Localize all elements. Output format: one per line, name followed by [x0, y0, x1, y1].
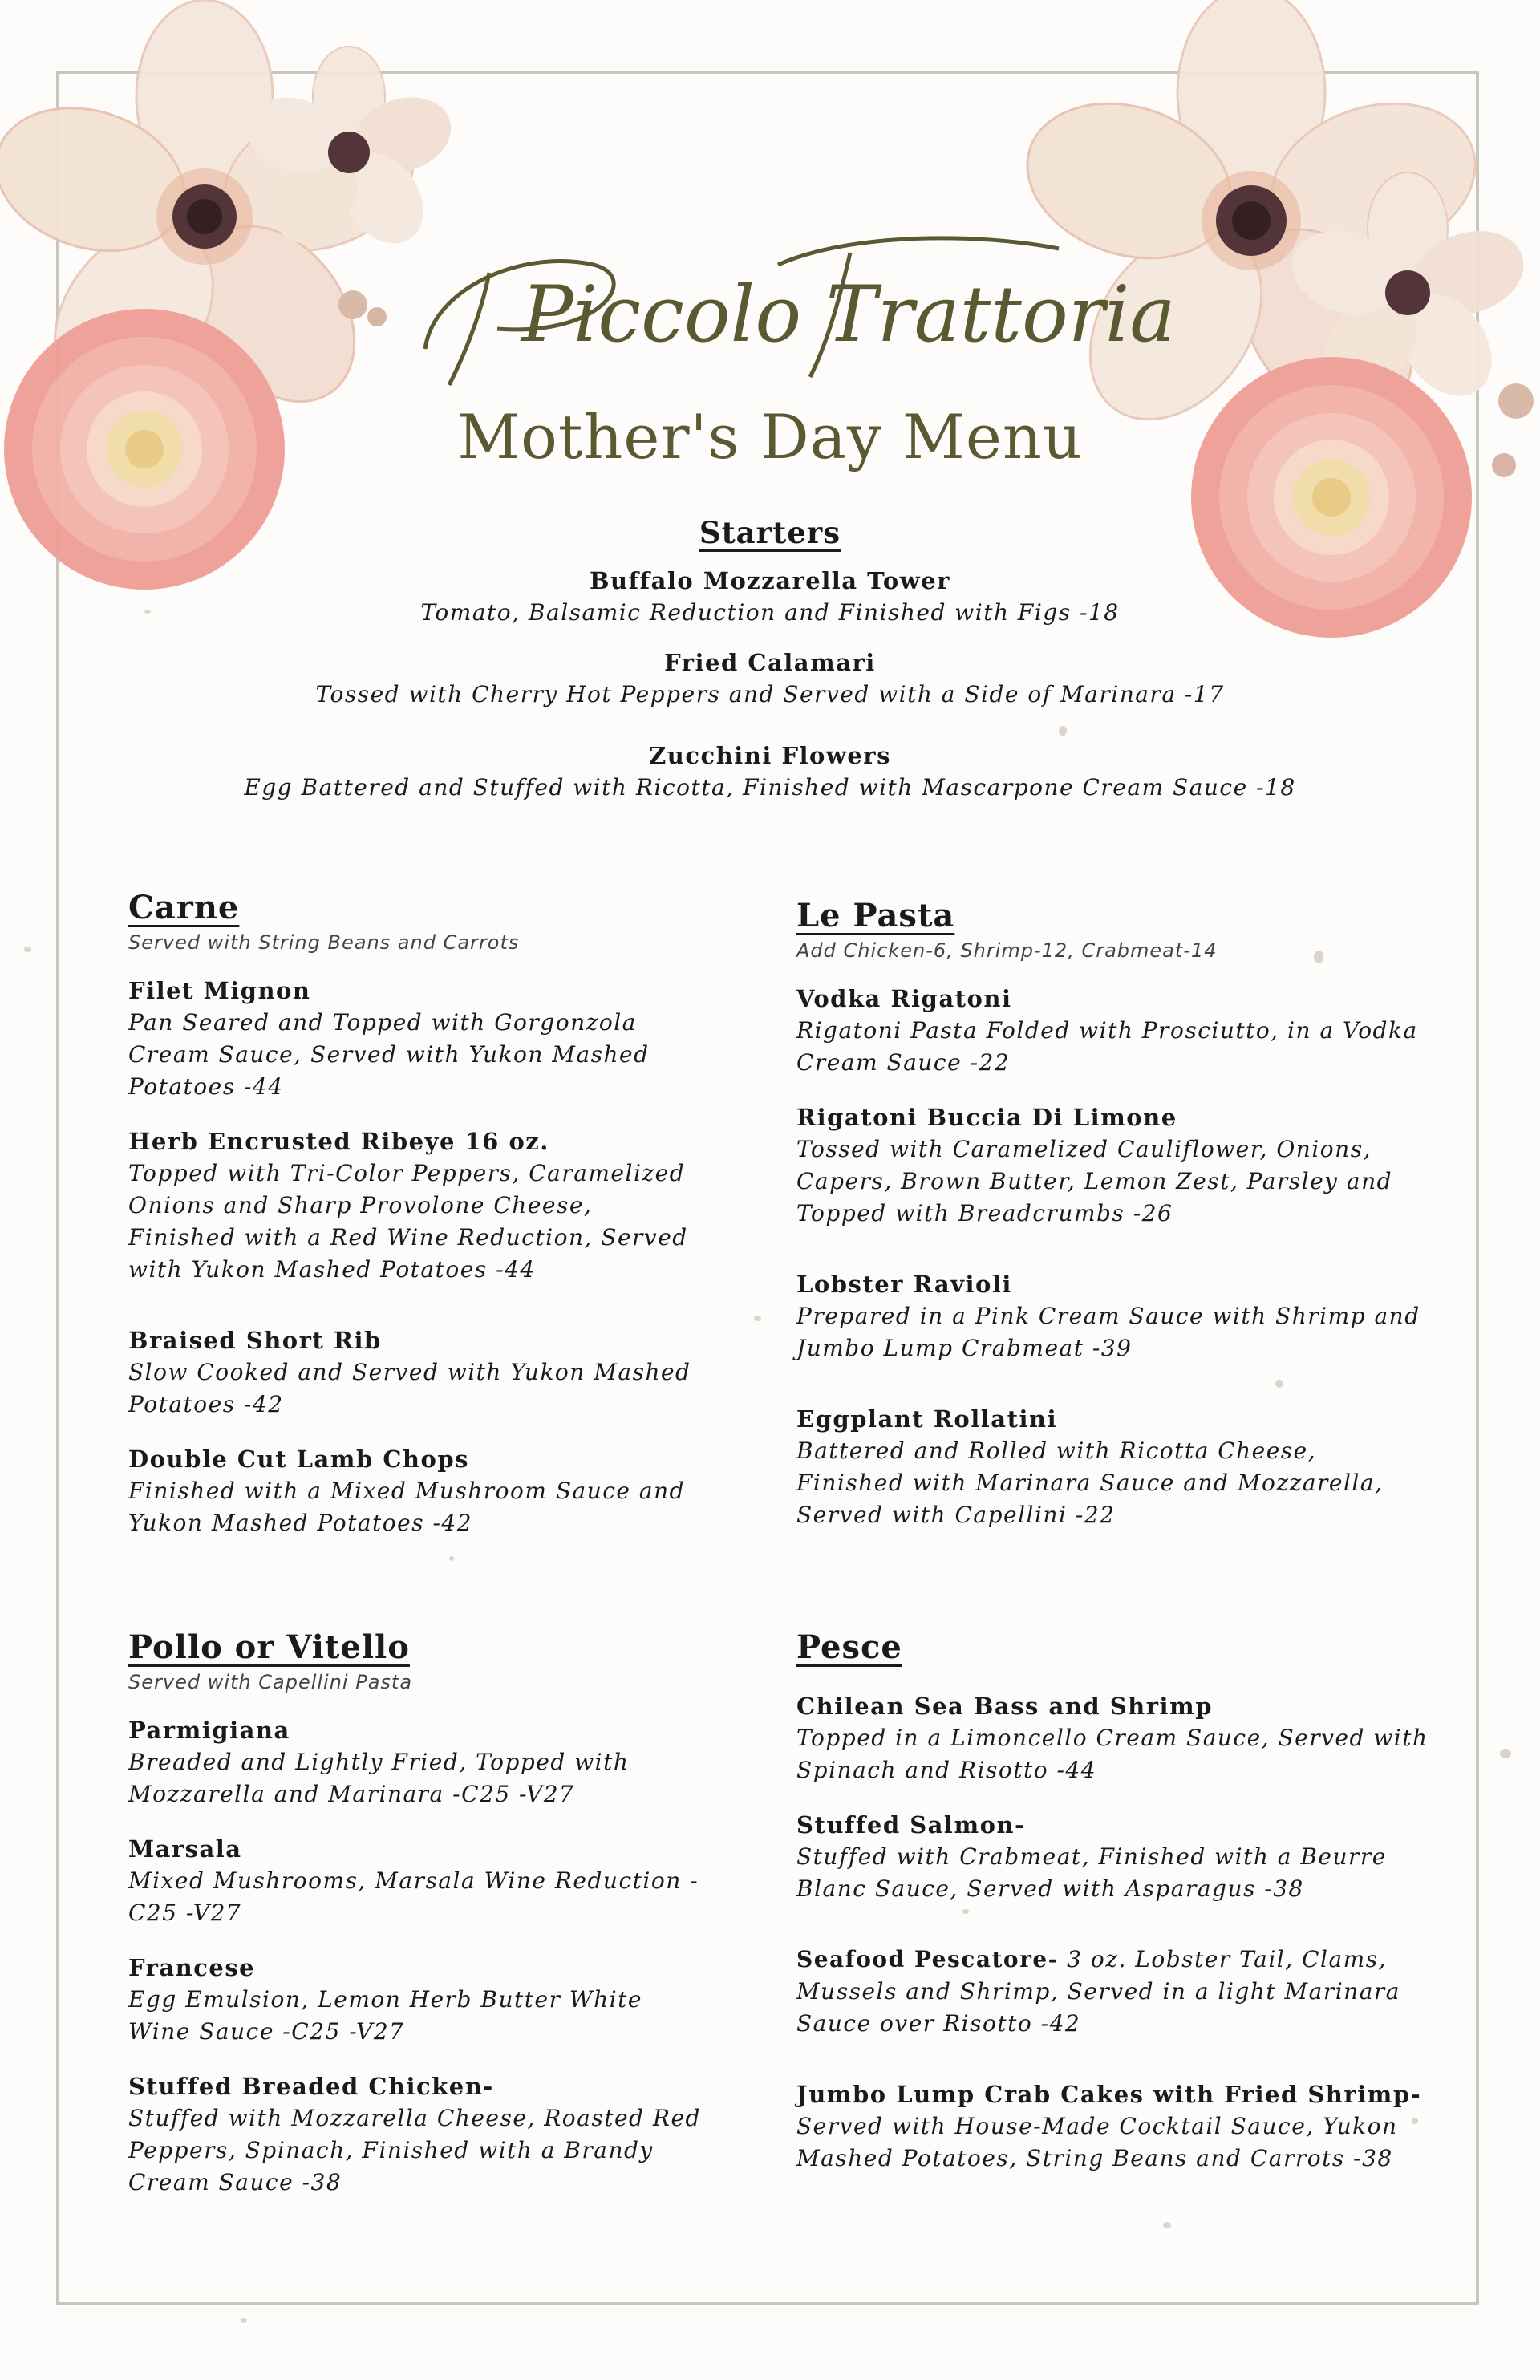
menu-item	[128, 1952, 706, 2048]
menu-item	[128, 1833, 706, 1929]
menu-item	[796, 1268, 1422, 1364]
restaurant-logo	[401, 217, 1176, 385]
item-name: Filet Mignon	[128, 977, 311, 1004]
carne-note: Served with String Beans and Carrots	[128, 931, 520, 954]
item-name: Francese	[128, 1954, 256, 1981]
item-name: Eggplant Rollatini	[796, 1405, 1058, 1433]
item-line	[796, 1944, 1430, 2040]
item-description: Topped in a Limoncello Cream Sauce, Served with Spinach and Risotto -44	[796, 1725, 1429, 1783]
item-name: Seafood Pescatore-	[796, 1946, 1059, 1973]
item-name: Braised Short Rib	[128, 1327, 382, 1354]
starters-heading: Starters	[699, 515, 841, 550]
starters-section	[0, 515, 1540, 821]
item-name: Lobster Ravioli	[796, 1271, 1012, 1298]
item-description: Topped with Tri-Color Peppers, Caramelized Onions and Sharp Provolone Cheese, Finished with a Red Wine Reduction, Served with Yukon Mashed Potatoes -44	[128, 1160, 688, 1283]
menu-item	[796, 2078, 1430, 2175]
page-title: Mother's Day Menu	[457, 401, 1083, 472]
item-name: Marsala	[128, 1835, 242, 1863]
item-name: Double Cut Lamb Chops	[128, 1445, 469, 1473]
item-description: Egg Emulsion, Lemon Herb Butter White Wine Sauce -C25 -V27	[128, 1986, 642, 2045]
carne-heading: Carne	[128, 889, 240, 926]
menu-item	[128, 975, 706, 1103]
menu-item	[128, 2070, 706, 2199]
item-name: Buffalo Mozzarella Tower	[590, 567, 950, 594]
item-description: Breaded and Lightly Fried, Topped with Mozzarella and Marinara -C25 -V27	[128, 1749, 630, 1807]
menu-item	[796, 983, 1422, 1079]
pasta-note: Add Chicken-6, Shrimp-12, Crabmeat-14	[796, 939, 1218, 962]
menu-item	[128, 1443, 706, 1539]
item-description: Pan Seared and Topped with Gorgonzola Cream Sauce, Served with Yukon Mashed Potatoes -44	[128, 1009, 650, 1100]
menu-item	[796, 1101, 1422, 1230]
menu-item	[0, 647, 1540, 711]
menu-item	[796, 1809, 1430, 1905]
item-description: Finished with a Mixed Mushroom Sauce and Yukon Mashed Potatoes -42	[128, 1478, 686, 1536]
item-description: Rigatoni Pasta Folded with Prosciutto, in a Vodka Cream Sauce -22	[796, 1017, 1418, 1076]
menu-item	[128, 1324, 706, 1421]
pollo-heading: Pollo or Vitello	[128, 1628, 410, 1666]
item-name: Zucchini Flowers	[649, 742, 891, 769]
item-name: Stuffed Breaded Chicken-	[128, 2073, 494, 2100]
item-description: Prepared in a Pink Cream Sauce with Shrimp and Jumbo Lump Crabmeat -39	[796, 1303, 1420, 1361]
item-name: Fried Calamari	[664, 649, 876, 676]
item-description: Battered and Rolled with Ricotta Cheese, Finished with Marinara Sauce and Mozzarella, Served with Capellini -22	[796, 1437, 1384, 1528]
menu-item	[0, 565, 1540, 629]
item-name: Chilean Sea Bass and Shrimp	[796, 1693, 1213, 1720]
item-description: Stuffed with Mozzarella Cheese, Roasted Red Peppers, Spinach, Finished with a Brandy Cream Sauce -38	[128, 2105, 701, 2196]
item-description: Stuffed with Crabmeat, Finished with a Beurre Blanc Sauce, Served with Asparagus -38	[796, 1843, 1387, 1902]
carne-section	[128, 889, 706, 1562]
menu-item	[128, 1125, 706, 1286]
menu-item	[796, 1944, 1430, 2040]
item-name: Rigatoni Buccia Di Limone	[796, 1104, 1177, 1131]
item-name: Jumbo Lump Crab Cakes with Fried Shrimp-	[796, 2081, 1422, 2108]
item-description: Tossed with Caramelized Cauliflower, Onions, Capers, Brown Butter, Lemon Zest, Parsley and Topped with Breadcrumbs -26	[796, 1136, 1393, 1226]
pasta-heading: Le Pasta	[796, 897, 955, 935]
pollo-section	[128, 1628, 706, 2221]
pasta-section	[796, 897, 1422, 1554]
item-description: Tossed with Cherry Hot Peppers and Served with a Side of Marinara -17	[315, 681, 1225, 708]
pesce-section	[796, 1628, 1430, 2197]
restaurant-name: Piccolo Trattoria	[521, 270, 1176, 359]
menu-item	[0, 740, 1540, 804]
menu-item	[796, 1690, 1430, 1786]
menu-item	[128, 1714, 706, 1810]
item-description: Egg Battered and Stuffed with Ricotta, Finished with Mascarpone Cream Sauce -18	[244, 774, 1296, 801]
item-description: Slow Cooked and Served with Yukon Mashed Potatoes -42	[128, 1359, 691, 1417]
item-description: 3 oz. Lobster Tail, Clams, Mussels and Shrimp, Served in a light Marinara Sauce over Risotto -42	[796, 1946, 1400, 2037]
pesce-heading: Pesce	[796, 1628, 902, 1666]
item-name: Vodka Rigatoni	[796, 985, 1012, 1012]
item-name: Herb Encrusted Ribeye 16 oz.	[128, 1128, 549, 1155]
item-description: Tomato, Balsamic Reduction and Finished with Figs -18	[420, 599, 1120, 626]
item-name: Parmigiana	[128, 1717, 290, 1744]
menu-item	[796, 1403, 1422, 1531]
pollo-note: Served with Capellini Pasta	[128, 1671, 413, 1693]
flower-cluster-left-image	[0, 8, 449, 602]
item-name: Stuffed Salmon-	[796, 1811, 1026, 1839]
item-description: Mixed Mushrooms, Marsala Wine Reduction -C25 -V27	[128, 1867, 699, 1926]
item-description: Served with House-Made Cocktail Sauce, Yukon Mashed Potatoes, String Beans and Carrots -38	[796, 2113, 1398, 2171]
